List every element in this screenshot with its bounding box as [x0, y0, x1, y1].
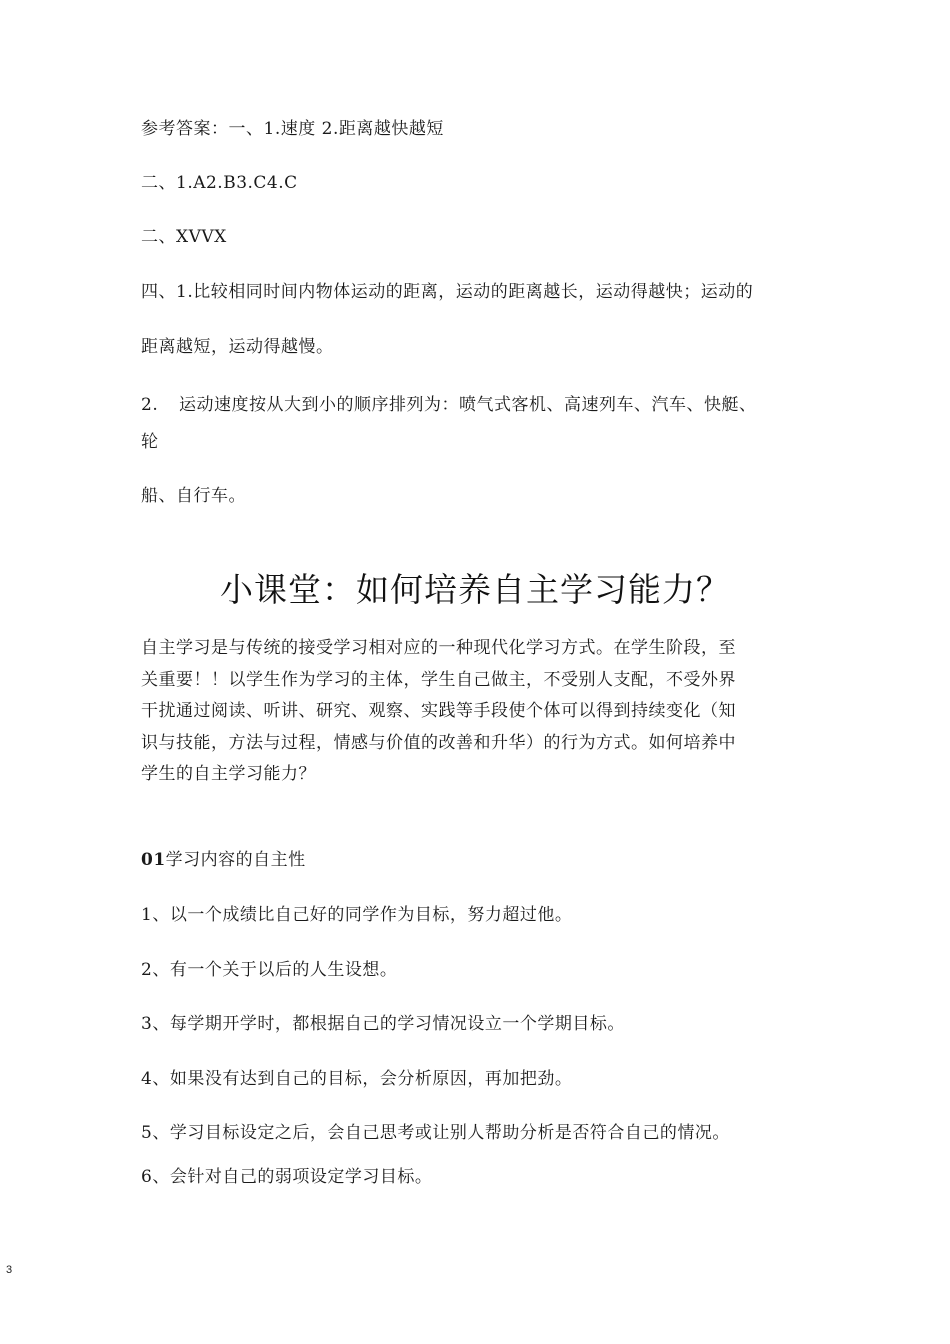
answer-line-2: 二、1.A2.B3.C4.C: [141, 173, 298, 193]
section-title: 学习内容的自主性: [165, 850, 306, 870]
list-item: 2、有一个关于以后的人生设想。: [141, 960, 398, 980]
answer-line-5-text: 运动速度按从大到小的顺序排列为：喷气式客机、高速列车、汽车、快艇、: [179, 395, 757, 415]
answer-line-1: 参考答案：一、1.速度 2.距离越快越短: [141, 119, 444, 139]
intro-line: 学生的自主学习能力？: [141, 764, 316, 784]
answer-line-3: 二、XVVX: [141, 227, 227, 247]
section-heading: [141, 849, 306, 871]
list-item: 4、如果没有达到自己的目标，会分析原因，再加把劲。: [141, 1069, 573, 1089]
list-item: 6、会针对自己的弱项设定学习目标。: [141, 1167, 433, 1187]
intro-line: 干扰通过阅读、听讲、研究、观察、实践等手段使个体可以得到持续变化（知: [141, 701, 736, 721]
list-item: 3、每学期开学时，都根据自己的学习情况设立一个学期目标。: [141, 1014, 625, 1034]
answer-line-5-number: 2.: [141, 395, 159, 415]
intro-line: 自主学习是与传统的接受学习相对应的一种现代化学习方式。在学生阶段，至: [141, 638, 736, 658]
list-item: 5、学习目标设定之后，会自己思考或让别人帮助分析是否符合自己的情况。: [141, 1123, 730, 1143]
intro-line: 识与技能，方法与过程，情感与价值的改善和升华）的行为方式。如何培养中: [141, 732, 736, 753]
answer-line-5: [141, 394, 757, 416]
answer-line-6: 船、自行车。: [141, 486, 246, 506]
intro-line: 关重要！！以学生作为学习的主体，学生自己做主，不受别人支配，不受外界: [141, 669, 736, 690]
page-number: 3: [6, 1264, 13, 1276]
answer-line-4a: 四、1.比较相同时间内物体运动的距离，运动的距离越长，运动得越快；运动的: [141, 282, 754, 302]
answer-line-4b: 距离越短，运动得越慢。: [141, 337, 334, 357]
article-title: 小课堂：如何培养自主学习能力？: [220, 570, 730, 609]
article-intro: [141, 633, 801, 791]
answer-line-5-wrap: 轮: [141, 432, 159, 452]
section-number: 01: [141, 850, 166, 870]
list-item: 1、以一个成绩比自己好的同学作为目标，努力超过他。: [141, 905, 573, 925]
